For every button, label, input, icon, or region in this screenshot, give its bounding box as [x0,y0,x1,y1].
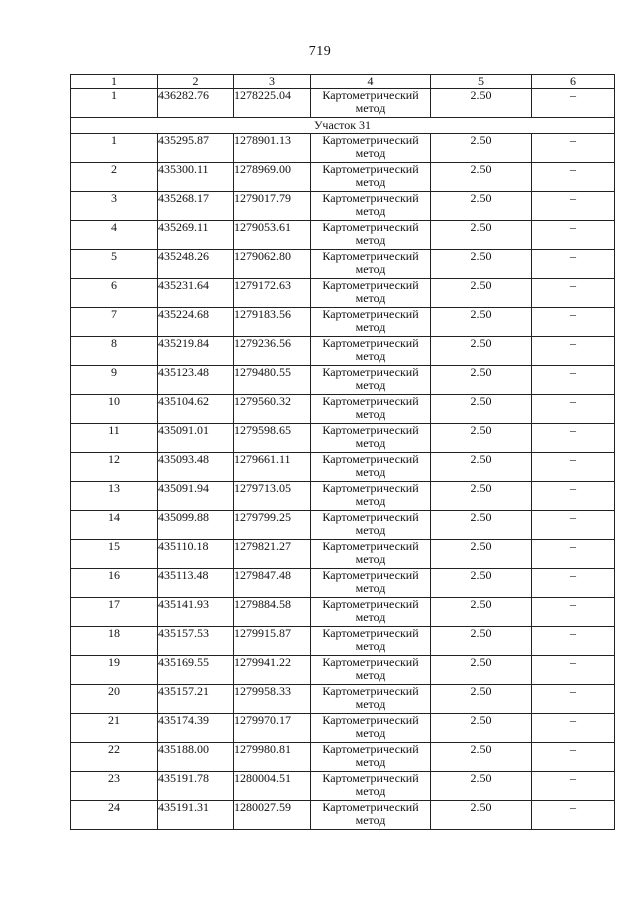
note-cell: – [532,627,615,656]
note-cell: – [532,163,615,192]
method-cell: Картометрический метод [311,337,431,366]
section-row [71,118,615,134]
point-number: 5 [71,250,158,279]
note-cell: – [532,337,615,366]
note-cell: – [532,511,615,540]
method-cell: Картометрический метод [311,250,431,279]
accuracy-value: 2.50 [431,482,532,511]
table-row [71,192,615,221]
point-number: 4 [71,221,158,250]
accuracy-value: 2.50 [431,743,532,772]
accuracy-value: 2.50 [431,656,532,685]
method-cell: Картометрический метод [311,366,431,395]
accuracy-value: 2.50 [431,89,532,118]
page-number: 719 [308,44,332,59]
point-number: 9 [71,366,158,395]
coordinate-x: 435188.00 [158,743,234,772]
column-header: 5 [431,75,532,89]
point-number: 7 [71,308,158,337]
coordinate-y: 1280027.59 [234,801,311,830]
point-number: 23 [71,772,158,801]
method-cell: Картометрический метод [311,424,431,453]
point-number: 15 [71,540,158,569]
accuracy-value: 2.50 [431,337,532,366]
coordinate-y: 1279172.63 [234,279,311,308]
point-number: 21 [71,714,158,743]
method-cell: Картометрический метод [311,163,431,192]
coordinate-y: 1279847.48 [234,569,311,598]
table-row [71,714,615,743]
point-number: 20 [71,685,158,714]
point-number: 17 [71,598,158,627]
coordinate-x: 435191.31 [158,801,234,830]
coordinate-x: 435123.48 [158,366,234,395]
table-row [71,656,615,685]
point-number: 14 [71,511,158,540]
accuracy-value: 2.50 [431,569,532,598]
table-row [71,163,615,192]
point-number: 1 [71,134,158,163]
note-cell: – [532,569,615,598]
accuracy-value: 2.50 [431,163,532,192]
table-row [71,453,615,482]
note-cell: – [532,89,615,118]
coordinate-x: 435169.55 [158,656,234,685]
accuracy-value: 2.50 [431,424,532,453]
note-cell: – [532,134,615,163]
coordinate-x: 435113.48 [158,569,234,598]
coordinate-x: 436282.76 [158,89,234,118]
accuracy-value: 2.50 [431,250,532,279]
accuracy-value: 2.50 [431,801,532,830]
table-row [71,627,615,656]
coordinate-x: 435093.48 [158,453,234,482]
coordinate-y: 1279183.56 [234,308,311,337]
coordinate-x: 435295.87 [158,134,234,163]
coordinate-x: 435104.62 [158,395,234,424]
method-cell: Картометрический метод [311,772,431,801]
note-cell: – [532,482,615,511]
method-cell: Картометрический метод [311,714,431,743]
point-number: 12 [71,453,158,482]
coordinate-x: 435224.68 [158,308,234,337]
coordinate-x: 435191.78 [158,772,234,801]
table-row [71,801,615,830]
coordinate-y: 1279598.65 [234,424,311,453]
coordinate-y: 1278969.00 [234,163,311,192]
coordinate-y: 1279661.11 [234,453,311,482]
method-cell: Картометрический метод [311,801,431,830]
point-number: 8 [71,337,158,366]
point-number: 13 [71,482,158,511]
note-cell: – [532,801,615,830]
table-row [71,772,615,801]
coordinate-y: 1279970.17 [234,714,311,743]
coordinate-y: 1279799.25 [234,511,311,540]
table-row [71,366,615,395]
method-cell: Картометрический метод [311,540,431,569]
point-number: 19 [71,656,158,685]
accuracy-value: 2.50 [431,598,532,627]
point-number: 24 [71,801,158,830]
accuracy-value: 2.50 [431,714,532,743]
table-row [71,395,615,424]
coordinate-x: 435110.18 [158,540,234,569]
coordinate-x: 435157.53 [158,627,234,656]
point-number: 10 [71,395,158,424]
note-cell: – [532,540,615,569]
note-cell: – [532,685,615,714]
accuracy-value: 2.50 [431,685,532,714]
note-cell: – [532,221,615,250]
column-header: 4 [311,75,431,89]
table-row [71,424,615,453]
coordinate-y: 1279053.61 [234,221,311,250]
accuracy-value: 2.50 [431,221,532,250]
accuracy-value: 2.50 [431,134,532,163]
point-number: 11 [71,424,158,453]
coordinate-x: 435091.01 [158,424,234,453]
method-cell: Картометрический метод [311,395,431,424]
coordinate-x: 435174.39 [158,714,234,743]
table-row [71,279,615,308]
coordinate-y: 1278901.13 [234,134,311,163]
method-cell: Картометрический метод [311,511,431,540]
table-row [71,134,615,163]
coordinate-x: 435231.64 [158,279,234,308]
table-row [71,337,615,366]
coordinate-x: 435269.11 [158,221,234,250]
accuracy-value: 2.50 [431,395,532,424]
coordinate-y: 1279062.80 [234,250,311,279]
table-row [71,250,615,279]
note-cell: – [532,743,615,772]
accuracy-value: 2.50 [431,540,532,569]
coordinate-y: 1279017.79 [234,192,311,221]
accuracy-value: 2.50 [431,511,532,540]
section-title: Участок 31 [71,118,615,134]
table-row [71,569,615,598]
accuracy-value: 2.50 [431,627,532,656]
accuracy-value: 2.50 [431,279,532,308]
method-cell: Картометрический метод [311,482,431,511]
note-cell: – [532,424,615,453]
point-number: 2 [71,163,158,192]
coordinate-y: 1279941.22 [234,656,311,685]
coordinate-y: 1279958.33 [234,685,311,714]
method-cell: Картометрический метод [311,627,431,656]
table-row [71,540,615,569]
point-number: 3 [71,192,158,221]
note-cell: – [532,714,615,743]
note-cell: – [532,366,615,395]
table-row [71,308,615,337]
method-cell: Картометрический метод [311,308,431,337]
point-number: 6 [71,279,158,308]
coordinate-x: 435300.11 [158,163,234,192]
table-row [71,743,615,772]
coordinate-y: 1279236.56 [234,337,311,366]
coordinate-y: 1279884.58 [234,598,311,627]
coordinate-x: 435248.26 [158,250,234,279]
coordinate-x: 435219.84 [158,337,234,366]
coordinate-y: 1279915.87 [234,627,311,656]
accuracy-value: 2.50 [431,366,532,395]
accuracy-value: 2.50 [431,308,532,337]
coordinate-y: 1280004.51 [234,772,311,801]
accuracy-value: 2.50 [431,772,532,801]
coordinate-x: 435157.21 [158,685,234,714]
accuracy-value: 2.50 [431,192,532,221]
table-row [71,221,615,250]
coordinate-x: 435099.88 [158,511,234,540]
coordinate-x: 435141.93 [158,598,234,627]
note-cell: – [532,656,615,685]
method-cell: Картометрический метод [311,569,431,598]
coordinate-x: 435268.17 [158,192,234,221]
column-header: 3 [234,75,311,89]
note-cell: – [532,395,615,424]
note-cell: – [532,598,615,627]
note-cell: – [532,308,615,337]
note-cell: – [532,772,615,801]
table-row [71,482,615,511]
method-cell: Картометрический метод [311,192,431,221]
method-cell: Картометрический метод [311,598,431,627]
note-cell: – [532,250,615,279]
coordinates-table [70,74,615,830]
method-cell: Картометрический метод [311,743,431,772]
point-number: 18 [71,627,158,656]
note-cell: – [532,192,615,221]
coordinate-y: 1279560.32 [234,395,311,424]
method-cell: Картометрический метод [311,279,431,308]
column-header: 6 [532,75,615,89]
header-row [71,75,615,89]
column-header: 2 [158,75,234,89]
coordinate-y: 1279980.81 [234,743,311,772]
point-number: 22 [71,743,158,772]
method-cell: Картометрический метод [311,89,431,118]
table-row [71,511,615,540]
point-number: 1 [71,89,158,118]
method-cell: Картометрический метод [311,656,431,685]
coordinate-y: 1279480.55 [234,366,311,395]
method-cell: Картометрический метод [311,453,431,482]
method-cell: Картометрический метод [311,134,431,163]
coordinate-x: 435091.94 [158,482,234,511]
table-row [71,89,615,118]
method-cell: Картометрический метод [311,685,431,714]
note-cell: – [532,453,615,482]
table-row [71,598,615,627]
table-row [71,685,615,714]
note-cell: – [532,279,615,308]
coordinate-y: 1278225.04 [234,89,311,118]
column-header: 1 [71,75,158,89]
accuracy-value: 2.50 [431,453,532,482]
coordinate-y: 1279713.05 [234,482,311,511]
coordinate-y: 1279821.27 [234,540,311,569]
point-number: 16 [71,569,158,598]
method-cell: Картометрический метод [311,221,431,250]
